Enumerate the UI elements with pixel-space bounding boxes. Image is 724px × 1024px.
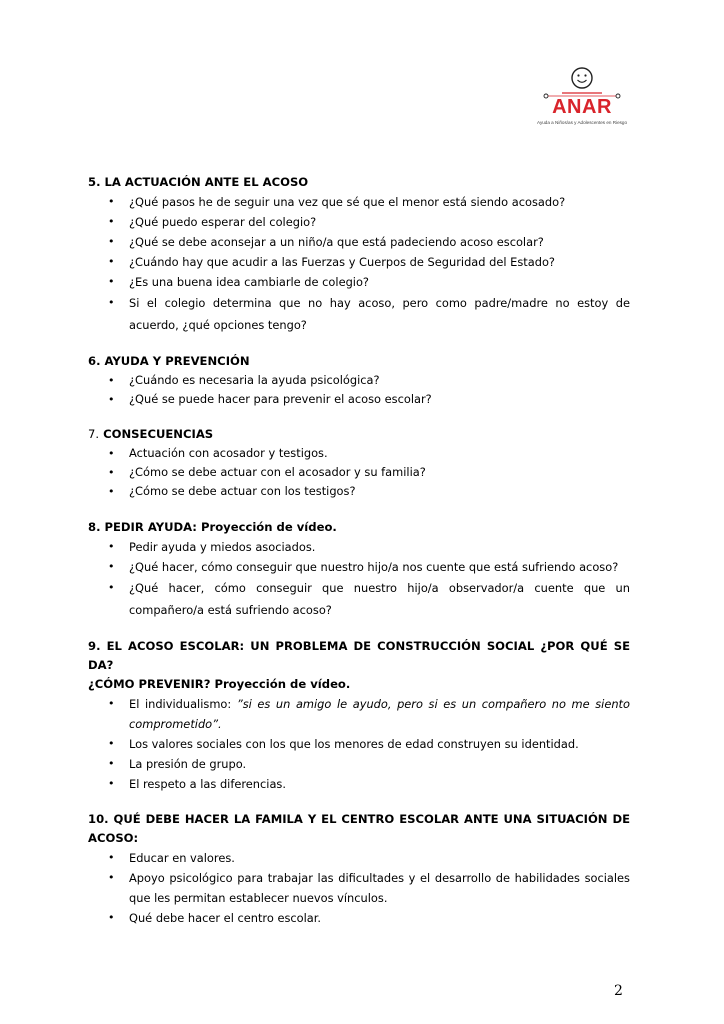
section-6-list [88, 371, 630, 409]
page-number: 2 [614, 983, 623, 999]
list-item: • ¿Qué se debe aconsejar a un niño/a que está padeciendo acoso escolar? [88, 232, 630, 252]
list-item: • ¿Cómo se debe actuar con el acosador y su familia? [88, 463, 630, 482]
list-item: • Educar en valores. [88, 848, 630, 868]
section-7-list [88, 444, 630, 501]
smiley-figure-icon [534, 66, 630, 100]
document-body [88, 172, 630, 928]
section-9-heading-line2: ¿CÓMO PREVENIR? Proyección de vídeo. [88, 677, 351, 691]
list-item: • Qué debe hacer el centro escolar. [88, 908, 630, 928]
list-item [88, 694, 630, 734]
list-item: • Si el colegio determina que no hay acoso, pero como padre/madre no estoy de acuerdo, ¿qué opciones tengo? [88, 292, 630, 336]
section-6 [88, 351, 630, 409]
logo-tagline: Ayuda a Niños/as y Adolescentes en Riesgo [536, 120, 628, 125]
list-item: • ¿Cuándo es necesaria la ayuda psicológica? [88, 371, 630, 390]
list-item: • ¿Qué puedo esperar del colegio? [88, 212, 630, 232]
anar-logo [534, 66, 630, 132]
list-item: • Actuación con acosador y testigos. [88, 444, 630, 463]
section-7-heading [88, 424, 630, 444]
section-9 [88, 637, 630, 794]
section-9-heading-line1: 9. EL ACOSO ESCOLAR: UN PROBLEMA DE CONSTRUCCIÓN SOCIAL ¿POR QUÉ SE DA? [88, 639, 630, 672]
section-7 [88, 424, 630, 501]
list-item: • El respeto a las diferencias. [88, 774, 630, 794]
list-item: • ¿Qué hacer, cómo conseguir que nuestro hijo/a nos cuente que está sufriendo acoso? [88, 557, 630, 577]
list-item: • ¿Es una buena idea cambiarle de colegio? [88, 272, 630, 292]
section-5 [88, 172, 630, 336]
section-7-title: CONSECUENCIAS [103, 427, 214, 441]
list-item-quote: ”si es un amigo le ayudo, pero si es un compañero no me siento comprometido”. [129, 697, 630, 731]
list-item: • ¿Cómo se debe actuar con los testigos? [88, 482, 630, 501]
section-5-heading: 5. LA ACTUACIÓN ANTE EL ACOSO [88, 175, 309, 189]
section-7-number: 7. [88, 427, 100, 441]
section-10-heading: 10. QUÉ DEBE HACER LA FAMILA Y EL CENTRO ESCOLAR ANTE UNA SITUACIÓN DE ACOSO: [88, 812, 630, 845]
section-5-list [88, 192, 630, 336]
section-10-list [88, 848, 630, 928]
list-item: • Los valores sociales con los que los menores de edad construyen su identidad. [88, 734, 630, 754]
list-item: • Pedir ayuda y miedos asociados. [88, 537, 630, 557]
section-8 [88, 517, 630, 621]
logo-wordmark: ANAR [552, 96, 612, 118]
list-item: • ¿Cuándo hay que acudir a las Fuerzas y Cuerpos de Seguridad del Estado? [88, 252, 630, 272]
section-8-list [88, 537, 630, 621]
section-9-list [88, 694, 630, 794]
list-item: • ¿Qué hacer, cómo conseguir que nuestro hijo/a observador/a cuente que un compañero/a está sufriendo acoso? [88, 577, 630, 621]
list-item: • Apoyo psicológico para trabajar las dificultades y el desarrollo de habilidades sociales que les permitan establecer nuevos vínculos. [88, 868, 630, 908]
list-item: • ¿Qué se puede hacer para prevenir el acoso escolar? [88, 390, 630, 409]
list-item: • ¿Qué pasos he de seguir una vez que sé que el menor está siendo acosado? [88, 192, 630, 212]
list-item: • La presión de grupo. [88, 754, 630, 774]
section-6-heading: 6. AYUDA Y PREVENCIÓN [88, 354, 250, 368]
section-10 [88, 810, 630, 928]
section-8-heading: 8. PEDIR AYUDA: Proyección de vídeo. [88, 520, 337, 534]
list-item-lead: El individualismo: [129, 697, 237, 711]
